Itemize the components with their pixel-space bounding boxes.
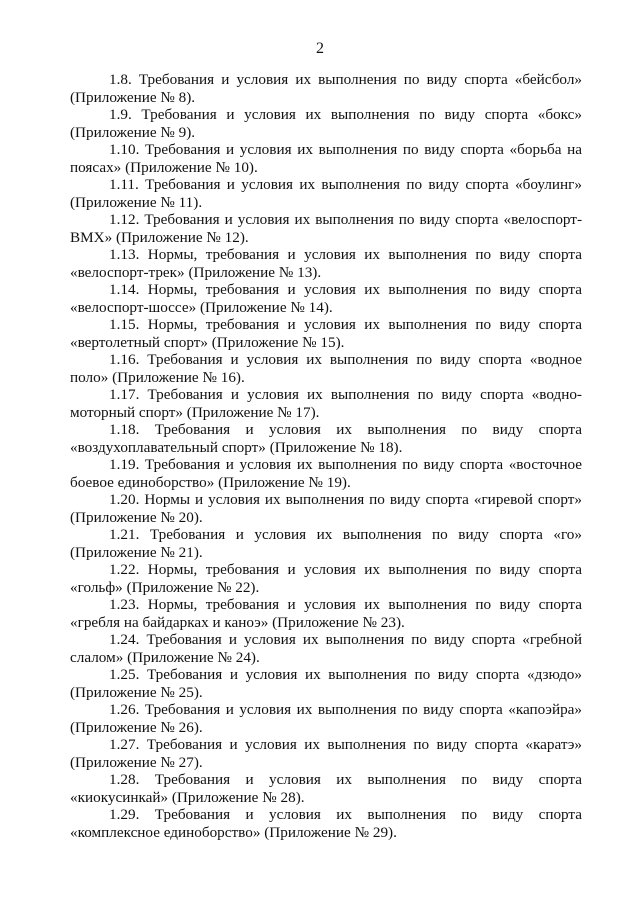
list-item: 1.8. Требования и условия их выполнения по виду спорта «бейсбол» (Приложение № 8). <box>70 71 582 106</box>
list-item: 1.9. Требования и условия их выполнения по виду спорта «бокс» (Приложение № 9). <box>70 106 582 141</box>
list-item: 1.12. Требования и условия их выполнения по виду спорта «велоспорт-BMX» (Приложение № 12). <box>70 211 582 246</box>
list-item: 1.22. Нормы, требования и условия их выполнения по виду спорта «гольф» (Приложение № 22). <box>70 561 582 596</box>
list-item: 1.29. Требования и условия их выполнения по виду спорта «комплексное единоборство» (Приложение № 29). <box>70 806 582 841</box>
list-item: 1.19. Требования и условия их выполнения по виду спорта «восточное боевое единоборство» (Приложение № 19). <box>70 456 582 491</box>
list-item: 1.28. Требования и условия их выполнения по виду спорта «киокусинкай» (Приложение № 28). <box>70 771 582 806</box>
list-item: 1.17. Требования и условия их выполнения по виду спорта «водно-моторный спорт» (Приложение № 17). <box>70 386 582 421</box>
requirements-list <box>70 71 582 841</box>
list-item: 1.21. Требования и условия их выполнения по виду спорта «го» (Приложение № 21). <box>70 526 582 561</box>
list-item: 1.13. Нормы, требования и условия их выполнения по виду спорта «велоспорт-трек» (Приложение № 13). <box>70 246 582 281</box>
page-number: 2 <box>316 40 324 57</box>
list-item: 1.27. Требования и условия их выполнения по виду спорта «каратэ» (Приложение № 27). <box>70 736 582 771</box>
list-item: 1.26. Требования и условия их выполнения по виду спорта «капоэйра» (Приложение № 26). <box>70 701 582 736</box>
list-item: 1.11. Требования и условия их выполнения по виду спорта «боулинг» (Приложение № 11). <box>70 176 582 211</box>
list-item: 1.16. Требования и условия их выполнения по виду спорта «водное поло» (Приложение № 16). <box>70 351 582 386</box>
list-item: 1.23. Нормы, требования и условия их выполнения по виду спорта «гребля на байдарках и каноэ» (Приложение № 23). <box>70 596 582 631</box>
list-item: 1.20. Нормы и условия их выполнения по виду спорта «гиревой спорт» (Приложение № 20). <box>70 491 582 526</box>
list-item: 1.24. Требования и условия их выполнения по виду спорта «гребной слалом» (Приложение № 24). <box>70 631 582 666</box>
list-item: 1.14. Нормы, требования и условия их выполнения по виду спорта «велоспорт-шоссе» (Приложение № 14). <box>70 281 582 316</box>
list-item: 1.10. Требования и условия их выполнения по виду спорта «борьба на поясах» (Приложение № 10). <box>70 141 582 176</box>
list-item: 1.25. Требования и условия их выполнения по виду спорта «дзюдо» (Приложение № 25). <box>70 666 582 701</box>
list-item: 1.15. Нормы, требования и условия их выполнения по виду спорта «вертолетный спорт» (Приложение № 15). <box>70 316 582 351</box>
list-item: 1.18. Требования и условия их выполнения по виду спорта «воздухоплавательный спорт» (Приложение № 18). <box>70 421 582 456</box>
